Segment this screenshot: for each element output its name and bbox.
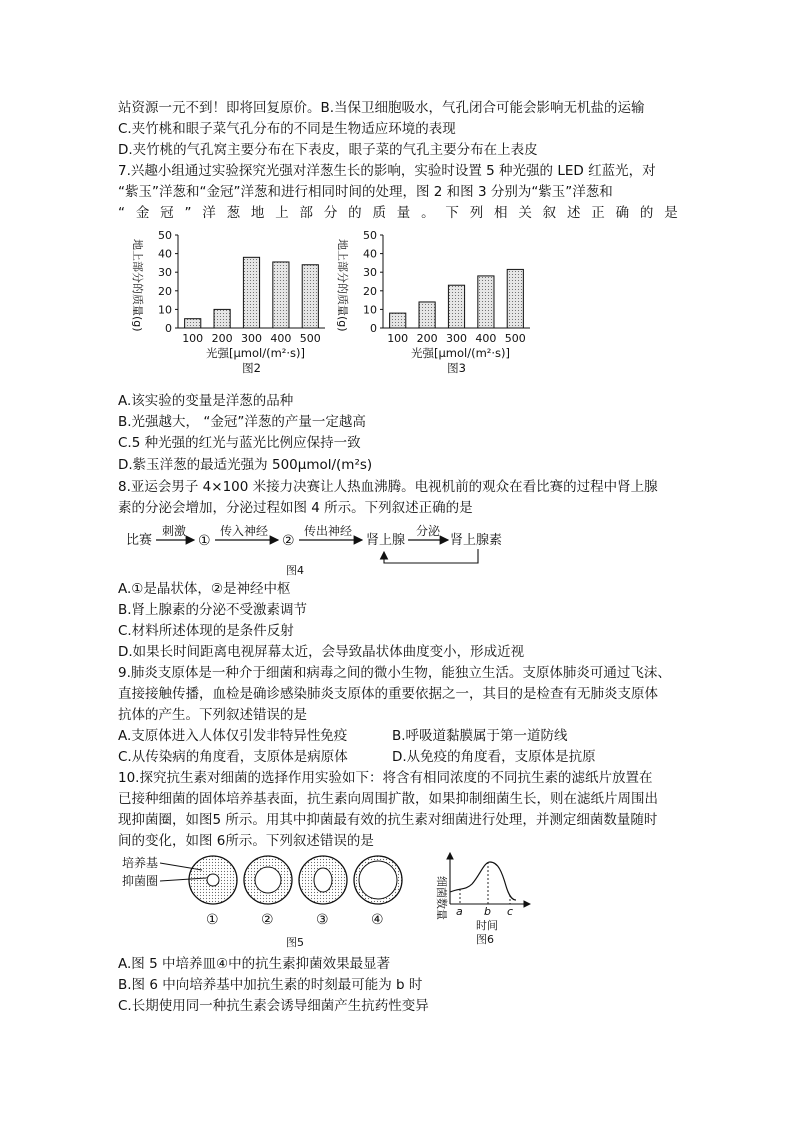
flow-node-1: ① (198, 533, 211, 549)
fig6-caption: 图6 (476, 933, 494, 946)
q10-stem-4: 间的变化，如图 6所示。下列叙述错误的是 (118, 833, 374, 849)
q7-option-b: B.光强越大， “金冠”洋葱的产量一定越高 (118, 414, 366, 430)
fig6-tick-b: b (484, 905, 491, 918)
fig5-caption: 图5 (286, 936, 304, 949)
chart1-bar (185, 319, 201, 328)
flow-efferent-label: 传出神经 (304, 524, 353, 538)
fig6-ylabel (435, 876, 449, 920)
inhibition-zone-4 (359, 861, 397, 899)
chart2-ylabel: 地上部分的质量(g) (336, 239, 349, 332)
q10-option-b: B.图 6 中向培养基中加抗生素的时刻最可能为 b 时 (118, 977, 423, 993)
q9-stem-2: 直接接触传播，血检是确诊感染肺炎支原体的重要依据之一，其目的是检查有无肺炎支原体 (118, 686, 658, 702)
dish-label-3: ③ (316, 912, 329, 928)
label-culture-medium: 培养基 (122, 856, 159, 870)
chart1-ylabel: 地上部分的质量(g) (131, 239, 144, 332)
flow-afferent-label: 传入神经 (220, 524, 269, 538)
chart1-bar (273, 262, 289, 328)
chart1-bar (243, 257, 259, 328)
bar-chart-fig3 (325, 225, 545, 385)
chart1-bar (302, 265, 318, 328)
q7-stem-1: 7.兴趣小组通过实验探究光强对洋葱生长的影响，实验时设置 5 种光强的 LED 红蓝光，对 (118, 163, 656, 179)
dish-label-4: ④ (371, 912, 384, 928)
chart1-xtick-label: 200 (211, 332, 233, 345)
chart2-xtick-label: 500 (504, 332, 526, 345)
chart2-xlabel: 光强[μmol/(m²·s)] (410, 346, 511, 360)
q8-option-b: B.肾上腺素的分泌不受激素调节 (118, 602, 308, 618)
chart2-ytick-label: 40 (363, 247, 377, 261)
flow-feedback-arrow (384, 549, 478, 563)
text-line-3: D.夹竹桃的气孔窝主要分布在下表皮，眼子菜的气孔主要分布在上表皮 (118, 142, 538, 158)
chart2-ytick-label: 0 (370, 322, 377, 335)
chart2-xtick-label: 400 (475, 332, 497, 345)
chart1-xtick-label: 100 (182, 332, 204, 345)
fig6-tick-a: a (456, 905, 463, 918)
svg-text:细菌数量: 细菌数量 (435, 876, 448, 920)
chart1-ytick-label: 10 (158, 303, 172, 317)
petri-dish-figure-fig5 (118, 852, 418, 952)
chart2-ytick-label: 50 (363, 229, 377, 242)
flow-stimulus-label: 刺激 (162, 524, 187, 538)
q10-option-a: A.图 5 中培养皿④中的抗生素抑菌效果最显著 (118, 956, 391, 972)
q9-option-a: A.支原体进入人体仅引发非特异性免疫 (118, 728, 348, 744)
growth-curve-fig6 (428, 848, 538, 948)
q8-option-a: A.①是晶状体，②是神经中枢 (118, 581, 291, 597)
chart2-ytick-label: 10 (363, 303, 377, 317)
chart1-ytick-label: 40 (158, 247, 172, 261)
chart2-xtick-label: 200 (416, 332, 438, 345)
q9-stem-3: 抗体的产生。下列叙述错误的是 (118, 707, 307, 723)
q10-stem-3: 现抑菌圈，如图5 所示。用其中抑菌最有效的抗生素对细菌进行处理，并测定细菌数量随时 (118, 812, 658, 828)
chart2-xtick-label: 300 (446, 332, 467, 345)
chart2-caption: 图3 (447, 361, 466, 375)
q10-option-c: C.长期使用同一种抗生素会诱导细菌产生抗药性变异 (118, 998, 429, 1014)
flow-diagram-fig4 (118, 522, 538, 578)
chart1-ytick-label: 0 (165, 322, 172, 335)
q8-option-d: D.如果长时间距离电视屏幕太近，会导致晶状体曲度变小，形成近视 (118, 644, 525, 660)
q9-stem-1: 9.肺炎支原体是一种介于细菌和病毒之间的微小生物，能独立生活。支原体肺炎可通过飞沫、 (118, 665, 671, 681)
q7-option-d: D.紫玉洋葱的最适光强为 500μmol/(m²s) (118, 457, 373, 473)
chart2-bar (390, 313, 406, 328)
dish-label-2: ② (261, 912, 274, 928)
fig6-tick-c: c (507, 905, 514, 918)
label-inhibition-zone: 抑菌圈 (122, 874, 159, 888)
flow-start: 比赛 (126, 533, 153, 548)
chart1-caption: 图2 (242, 361, 261, 375)
q7-option-a: A.该实验的变量是洋葱的品种 (118, 393, 294, 409)
chart1-xtick-label: 400 (270, 332, 292, 345)
chart2-ytick-label: 30 (363, 266, 377, 280)
q7-option-c: C.5 种光强的红光与蓝光比例应保持一致 (118, 435, 361, 451)
q8-stem-1: 8.亚运会男子 4×100 米接力决赛让人热血沸腾。电视机前的观众在看比赛的过程中肾上腺 (118, 479, 658, 495)
chart2-xtick-label: 100 (387, 332, 409, 345)
chart2-bar (507, 269, 523, 328)
inhibition-zone-3 (314, 868, 332, 892)
chart1-bar (214, 309, 230, 328)
chart1-xtick-label: 300 (241, 332, 262, 345)
q10-stem-1: 10.探究抗生素对细菌的选择作用实验如下：将含有相同浓度的不同抗生素的滤纸片放置在 (118, 770, 653, 786)
inhibition-zone-2 (255, 867, 281, 893)
flow-gland: 肾上腺 (366, 533, 406, 548)
chart1-ytick-label: 30 (158, 266, 172, 280)
q9-option-b: B.呼吸道黏膜属于第一道防线 (392, 728, 568, 744)
flow-node-2: ② (282, 533, 295, 549)
flow-secrete-label: 分泌 (416, 524, 441, 538)
chart1-ytick-label: 50 (158, 229, 172, 242)
text-line-1: 站资源一元不到！即将回复原价。B.当保卫细胞吸水，气孔闭合可能会影响无机盐的运输 (118, 100, 645, 116)
fig4-caption: 图4 (286, 564, 304, 577)
flow-hormone: 肾上腺素 (450, 533, 503, 548)
text-line-2: C.夹竹桃和眼子菜气孔分布的不同是生物适应环境的表现 (118, 121, 456, 137)
q9-option-d: D.从免疫的角度看，支原体是抗原 (392, 749, 596, 765)
fig6-xlabel: 时间 (476, 919, 498, 932)
chart1-xlabel: 光强[μmol/(m²·s)] (205, 346, 306, 360)
dish-label-1: ① (206, 912, 219, 928)
q7-stem-3: “ 金 冠 ” 洋 葱 地 上 部 分 的 质 量 。 下 列 相 关 叙 述 正 确 的 是 (118, 205, 678, 221)
chart2-bar (448, 285, 464, 328)
q8-option-c: C.材料所述体现的是条件反射 (118, 623, 294, 639)
q9-option-c: C.从传染病的角度看，支原体是病原体 (118, 749, 348, 765)
chart2-bar (419, 302, 435, 328)
inhibition-zone-1 (207, 874, 219, 886)
q8-stem-2: 素的分泌会增加，分泌过程如图 4 所示。下列叙述正确的是 (118, 500, 473, 516)
q7-stem-2: “紫玉”洋葱和“金冠”洋葱和进行相同时间的处理，图 2 和图 3 分别为“紫玉”洋葱和 (118, 184, 613, 200)
chart1-xtick-label: 500 (299, 332, 321, 345)
q10-stem-2: 已接种细菌的固体培养基表面，抗生素向周围扩散，如果抑制细菌生长，则在滤纸片周围出 (118, 791, 658, 807)
chart2-bar (478, 276, 494, 328)
chart2-ytick-label: 20 (363, 284, 377, 298)
bar-chart-fig2 (120, 225, 340, 385)
chart1-ytick-label: 20 (158, 284, 172, 298)
